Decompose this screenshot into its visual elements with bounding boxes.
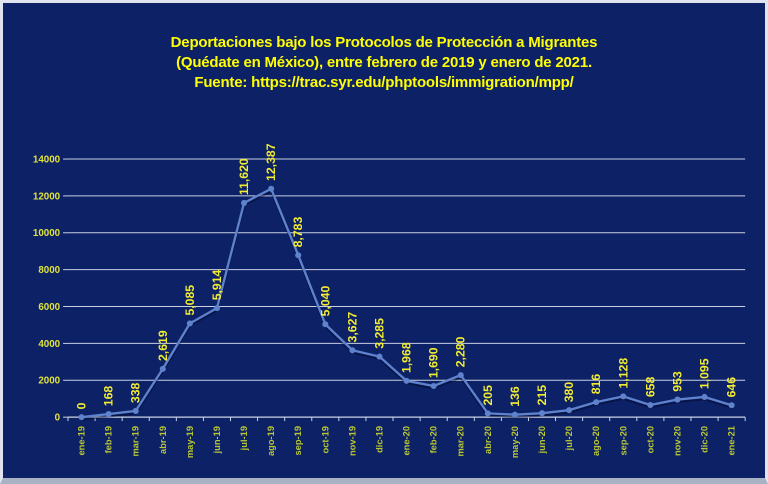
data-point [539,410,545,416]
data-label: 3,627 [345,311,360,343]
data-label: 658 [643,376,658,398]
data-point [647,402,653,408]
data-label: 1,128 [616,357,631,389]
data-point [376,354,382,360]
x-tick-label: dic-19 [374,425,385,453]
x-tick-label: oct-19 [320,425,331,454]
data-point [404,378,410,384]
y-tick-label: 6000 [38,301,61,313]
data-point [620,393,626,399]
data-point [295,252,301,258]
x-tick-label: mar-19 [130,425,141,457]
x-tick-label: sep-19 [293,425,304,456]
y-tick-label: 10000 [32,228,61,240]
x-tick-label: jul-19 [239,425,250,451]
data-label: 1,690 [426,347,441,379]
data-label: 11,620 [237,158,252,196]
x-tick-label: ene-21 [726,425,737,456]
x-tick-label: may-19 [184,425,195,459]
x-tick-label: ene-20 [401,425,412,456]
x-tick-label: ago-20 [591,425,602,457]
x-tick-label: sep-20 [618,425,629,456]
data-point [78,414,84,420]
x-tick-label: nov-19 [347,425,358,457]
data-point [431,383,437,389]
y-tick-label: 2000 [38,375,61,387]
x-tick-label: oct-20 [645,425,656,454]
x-tick-label: dic-20 [699,425,710,453]
x-tick-label: feb-19 [103,425,114,454]
data-point [729,402,735,408]
data-label: 168 [101,385,116,407]
data-label: 5,914 [209,269,224,301]
data-label: 205 [480,385,495,406]
y-tick-label: 0 [54,412,61,424]
data-label: 12,387 [264,143,279,181]
y-tick-label: 12000 [32,191,61,203]
data-point [268,186,274,192]
data-point [593,399,599,405]
data-label: 8,783 [291,216,306,248]
data-label: 3,285 [372,318,387,349]
x-tick-label: ago-19 [266,425,277,457]
deportations-line-chart [3,3,765,478]
chart-title-line-2: (Quédate en México), entre febrero de 2019 y enero de 2021. [176,54,592,71]
data-point [160,366,166,372]
chart-title-line-1: Deportaciones bajo los Protocolos de Protección a Migrantes [170,34,598,51]
x-tick-label: jun-19 [211,425,222,454]
data-point [322,321,328,327]
data-point [241,200,247,206]
x-tick-label: jul-20 [564,425,575,451]
data-point [106,411,112,417]
data-point [701,394,707,400]
data-point [485,410,491,416]
data-label: 646 [724,376,739,398]
data-label: 0 [74,402,89,410]
data-point [674,397,680,403]
data-label: 5,040 [318,285,333,317]
x-tick-label: ene-19 [76,425,87,456]
y-tick-label: 4000 [38,338,61,350]
data-point [566,407,572,413]
data-label: 2,280 [453,336,468,368]
x-tick-label: may-20 [509,425,520,459]
series-line-shadow [82,191,732,419]
chart-source-line: Fuente: https://trac.syr.edu/phptools/immigration/mpp/ [194,74,574,91]
data-label: 2,619 [155,330,170,362]
data-point [458,372,464,378]
data-label: 953 [670,371,685,392]
x-tick-label: jun-20 [537,425,548,454]
data-point [133,408,139,414]
data-point [512,412,518,418]
x-tick-label: abr-19 [157,425,168,454]
x-tick-label: feb-20 [428,425,439,454]
x-tick-label: mar-20 [455,425,466,457]
data-label: 1,968 [399,342,414,374]
data-point [349,347,355,353]
y-tick-label: 8000 [38,265,61,277]
data-label: 136 [507,386,522,407]
x-tick-label: abr-20 [482,425,493,454]
data-point [187,320,193,326]
data-label: 5,085 [182,284,197,316]
data-label: 338 [128,382,143,404]
data-label: 816 [589,373,604,395]
x-tick-label: nov-20 [672,425,683,457]
data-label: 215 [535,384,550,406]
y-tick-label: 14000 [32,154,61,166]
data-label: 1,095 [697,358,712,390]
data-label: 380 [562,381,577,403]
data-point [214,305,220,311]
